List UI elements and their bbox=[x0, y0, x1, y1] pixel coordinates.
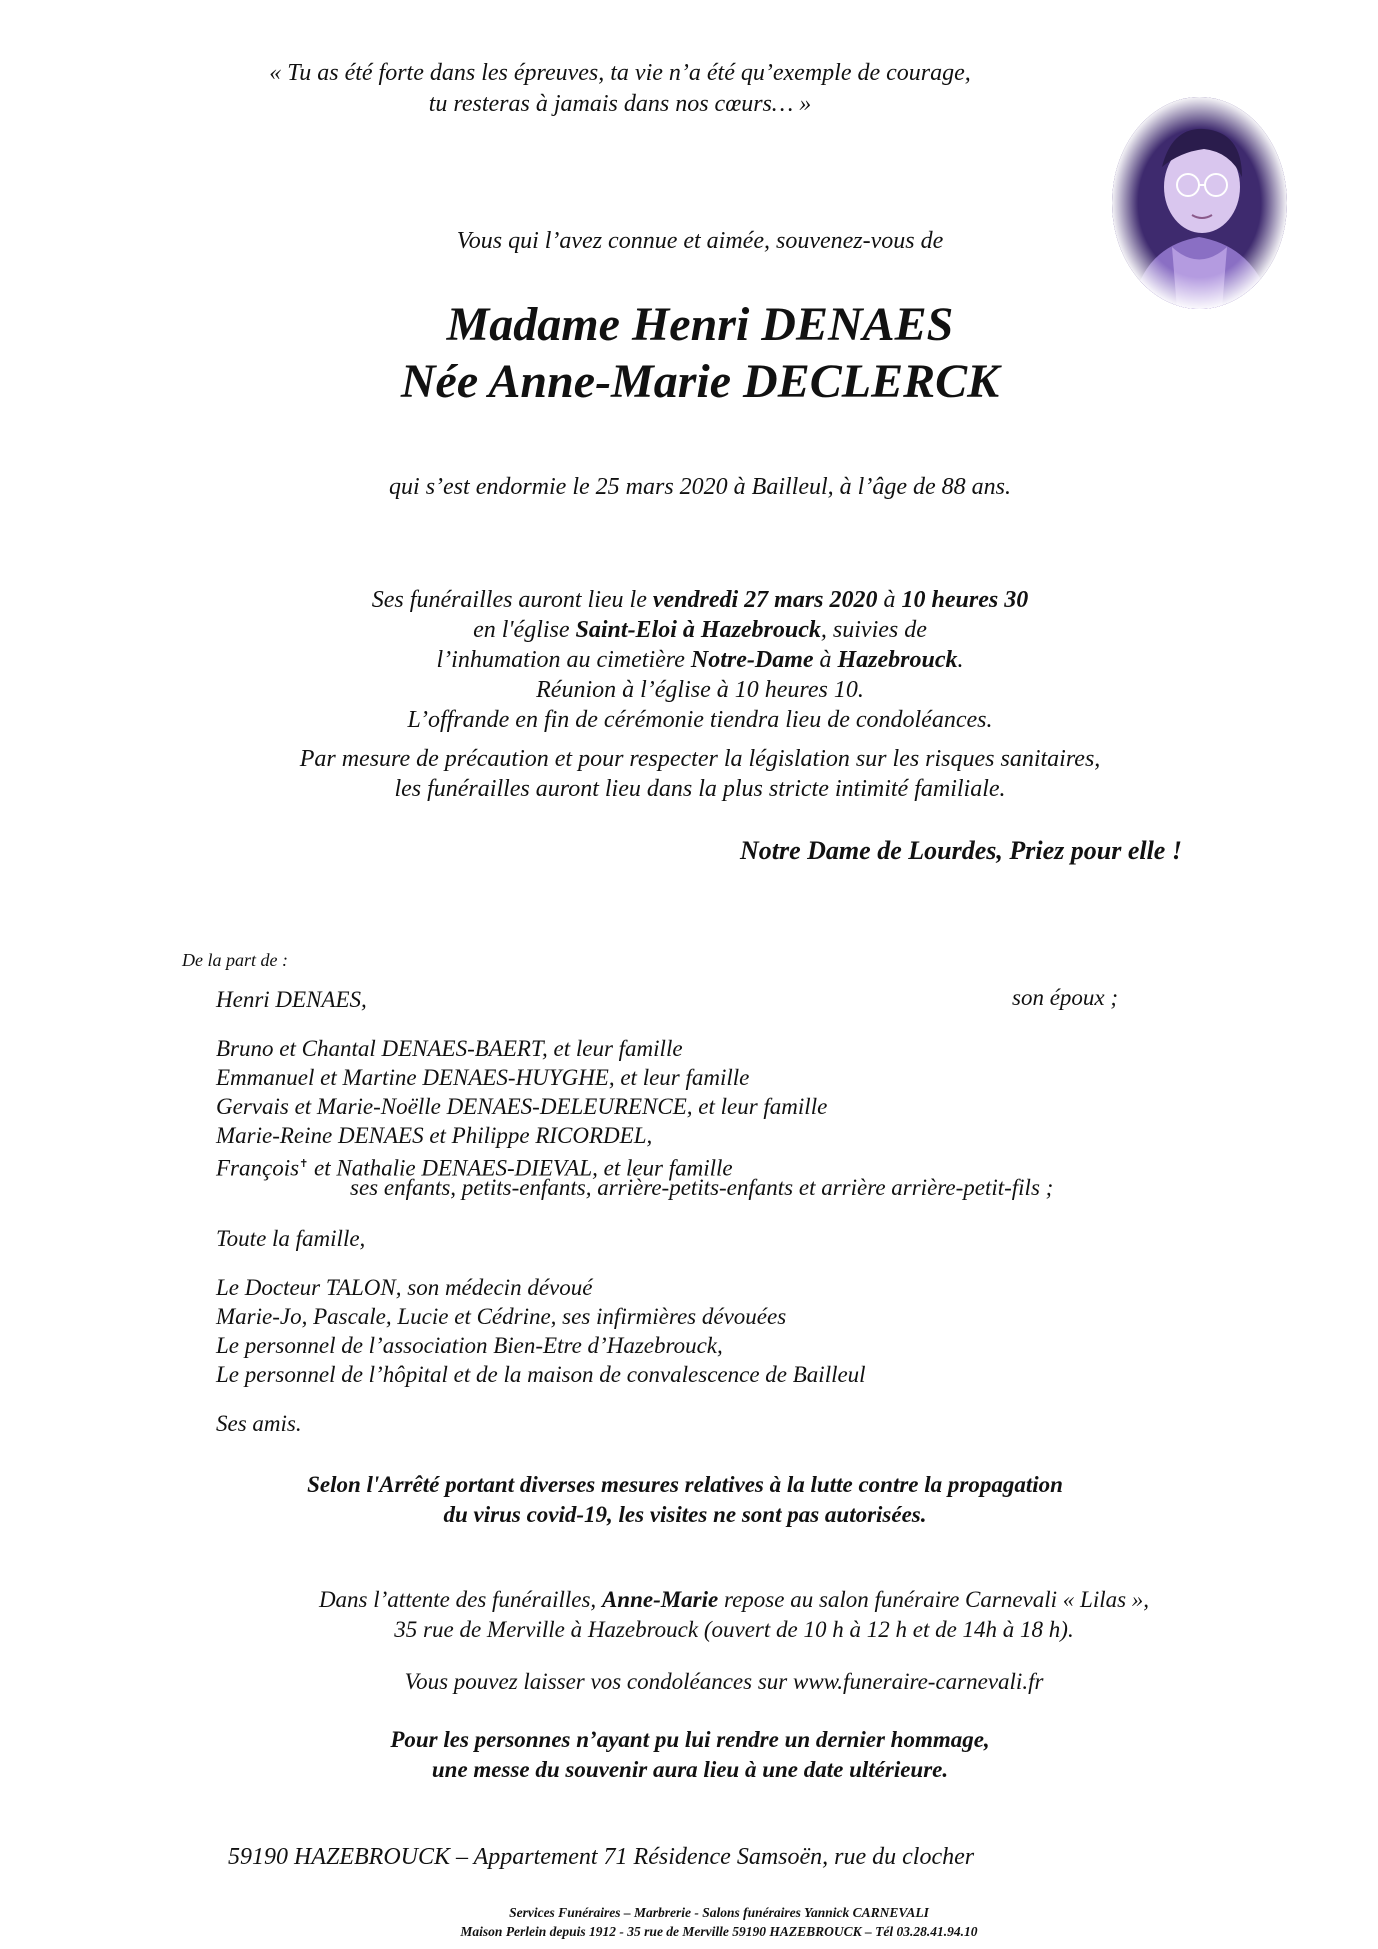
address: 59190 HAZEBROUCK – Appartement 71 Résidence Samsoën, rue du clocher bbox=[228, 1844, 975, 1870]
funeral-details bbox=[140, 585, 1260, 735]
funeral-l3-sep: à bbox=[813, 647, 838, 673]
family-line: Marie-Reine DENAES et Philippe RICORDEL, bbox=[216, 1123, 653, 1148]
funeral-line-1 bbox=[140, 585, 1260, 615]
funeral-l3-end: . bbox=[957, 647, 964, 673]
epigraph-line-1: « Tu as été forte dans les épreuves, ta vie n’a été qu’exemple de courage, bbox=[269, 60, 971, 86]
spouse-name: Henri DENAES, bbox=[216, 987, 367, 1012]
family-line: Bruno et Chantal DENAES-BAERT, et leur famille bbox=[216, 1036, 683, 1061]
portrait-photo-icon bbox=[1112, 97, 1287, 309]
from-label: De la part de : bbox=[182, 950, 288, 970]
salon-line-1 bbox=[0, 1585, 1378, 1615]
funeral-church: Saint-Eloi à Hazebrouck bbox=[575, 617, 821, 643]
salon-notice bbox=[0, 1585, 1378, 1645]
funeral-time: 10 heures 30 bbox=[901, 587, 1029, 613]
salon-line-2: 35 rue de Merville à Hazebrouck (ouvert de 10 h à 12 h et de 14h à 18 h). bbox=[394, 1617, 1074, 1642]
family-line: Emmanuel et Martine DENAES-HUYGHE, et leur famille bbox=[216, 1065, 750, 1090]
carer-line: Le personnel de l’hôpital et de la maison de convalescence de Bailleul bbox=[216, 1362, 866, 1387]
salon-l1-text: Dans l’attente des funérailles, bbox=[318, 1587, 602, 1612]
carer-line: Marie-Jo, Pascale, Lucie et Cédrine, ses infirmières dévouées bbox=[216, 1304, 787, 1329]
family-line: Gervais et Marie-Noëlle DENAES-DELEURENCE, et leur famille bbox=[216, 1094, 828, 1119]
funeral-line-2 bbox=[140, 615, 1260, 645]
precaution-notice bbox=[140, 744, 1260, 804]
whole-family: Toute la famille, bbox=[216, 1226, 366, 1251]
funeral-date: vendredi 27 mars 2020 bbox=[652, 587, 878, 613]
funeral-l1-text: Ses funérailles auront lieu le bbox=[371, 587, 653, 613]
friends: Ses amis. bbox=[216, 1411, 302, 1436]
footer-line-1: Services Funéraires – Marbrerie - Salons funéraires Yannick CARNEVALI bbox=[509, 1905, 929, 1920]
prayer: Notre Dame de Lourdes, Priez pour elle ! bbox=[740, 836, 1182, 865]
funeral-l3-text: l’inhumation au cimetière bbox=[436, 647, 691, 673]
hommage-line-2: une messe du souvenir aura lieu à une date ultérieure. bbox=[431, 1757, 949, 1782]
condolences-link[interactable]: Vous pouvez laisser vos condoléances sur www.funeraire-carnevali.fr bbox=[404, 1669, 1044, 1694]
spouse-role: son époux ; bbox=[1012, 985, 1119, 1010]
covid-line-1: Selon l'Arrêté portant diverses mesures relatives à la lutte contre la propagation bbox=[307, 1472, 1063, 1497]
epigraph bbox=[200, 58, 1040, 120]
funeral-l2-end: , suivies de bbox=[820, 617, 927, 643]
cross-icon: ✝ bbox=[299, 1158, 309, 1170]
deceased-maiden-name: Née Anne-Marie DECLERCK bbox=[400, 355, 1000, 408]
covid-notice bbox=[0, 1470, 1370, 1530]
francois-name: François bbox=[216, 1155, 300, 1181]
death-notice: qui s’est endormie le 25 mars 2020 à Bailleul, à l’âge de 88 ans. bbox=[389, 474, 1011, 500]
salon-l1-end: repose au salon funéraire Carnevali « Lilas », bbox=[718, 1587, 1150, 1612]
funeral-l2-text: en l'église bbox=[473, 617, 576, 643]
precaution-line-2: les funérailles auront lieu dans la plus stricte intimité familiale. bbox=[394, 776, 1006, 802]
funeral-l1-sep: à bbox=[877, 587, 902, 613]
precaution-line-1: Par mesure de précaution et pour respecter la législation sur les risques sanitaires, bbox=[299, 746, 1101, 772]
francois-rest: et Nathalie DENAES-DIEVAL, et leur famille bbox=[308, 1155, 733, 1181]
deceased-name: Madame Henri DENAES bbox=[446, 298, 954, 351]
funeral-line-4: Réunion à l’église à 10 heures 10. bbox=[536, 677, 864, 703]
covid-line-2: du virus covid-19, les visites ne sont pas autorisées. bbox=[443, 1502, 927, 1527]
footer bbox=[0, 1903, 1378, 1941]
carer-line: Le personnel de l’association Bien-Etre d’Hazebrouck, bbox=[216, 1333, 723, 1358]
hommage-line-1: Pour les personnes n’ayant pu lui rendre un dernier hommage, bbox=[390, 1727, 990, 1752]
funeral-city: Hazebrouck bbox=[837, 647, 958, 673]
hommage-notice bbox=[0, 1725, 1378, 1785]
children-role: ses enfants, petits-enfants, arrière-petits-enfants et arrière arrière-petit-fils ; bbox=[350, 1175, 1054, 1200]
footer-line-2: Maison Perlein depuis 1912 - 35 rue de Merville 59190 HAZEBROUCK – Tél 03.28.41.94.10 bbox=[460, 1924, 978, 1939]
salon-deceased-first-name: Anne-Marie bbox=[601, 1587, 719, 1612]
funeral-line-5: L’offrande en fin de cérémonie tiendra lieu de condoléances. bbox=[407, 707, 993, 733]
intro-text: Vous qui l’avez connue et aimée, souvenez-vous de bbox=[456, 228, 944, 254]
funeral-line-3 bbox=[140, 645, 1260, 675]
portrait-figure bbox=[1112, 97, 1287, 309]
epigraph-line-2: tu resteras à jamais dans nos cœurs… » bbox=[428, 91, 812, 117]
carer-line: Le Docteur TALON, son médecin dévoué bbox=[216, 1275, 593, 1300]
funeral-cemetery: Notre-Dame bbox=[690, 647, 814, 673]
